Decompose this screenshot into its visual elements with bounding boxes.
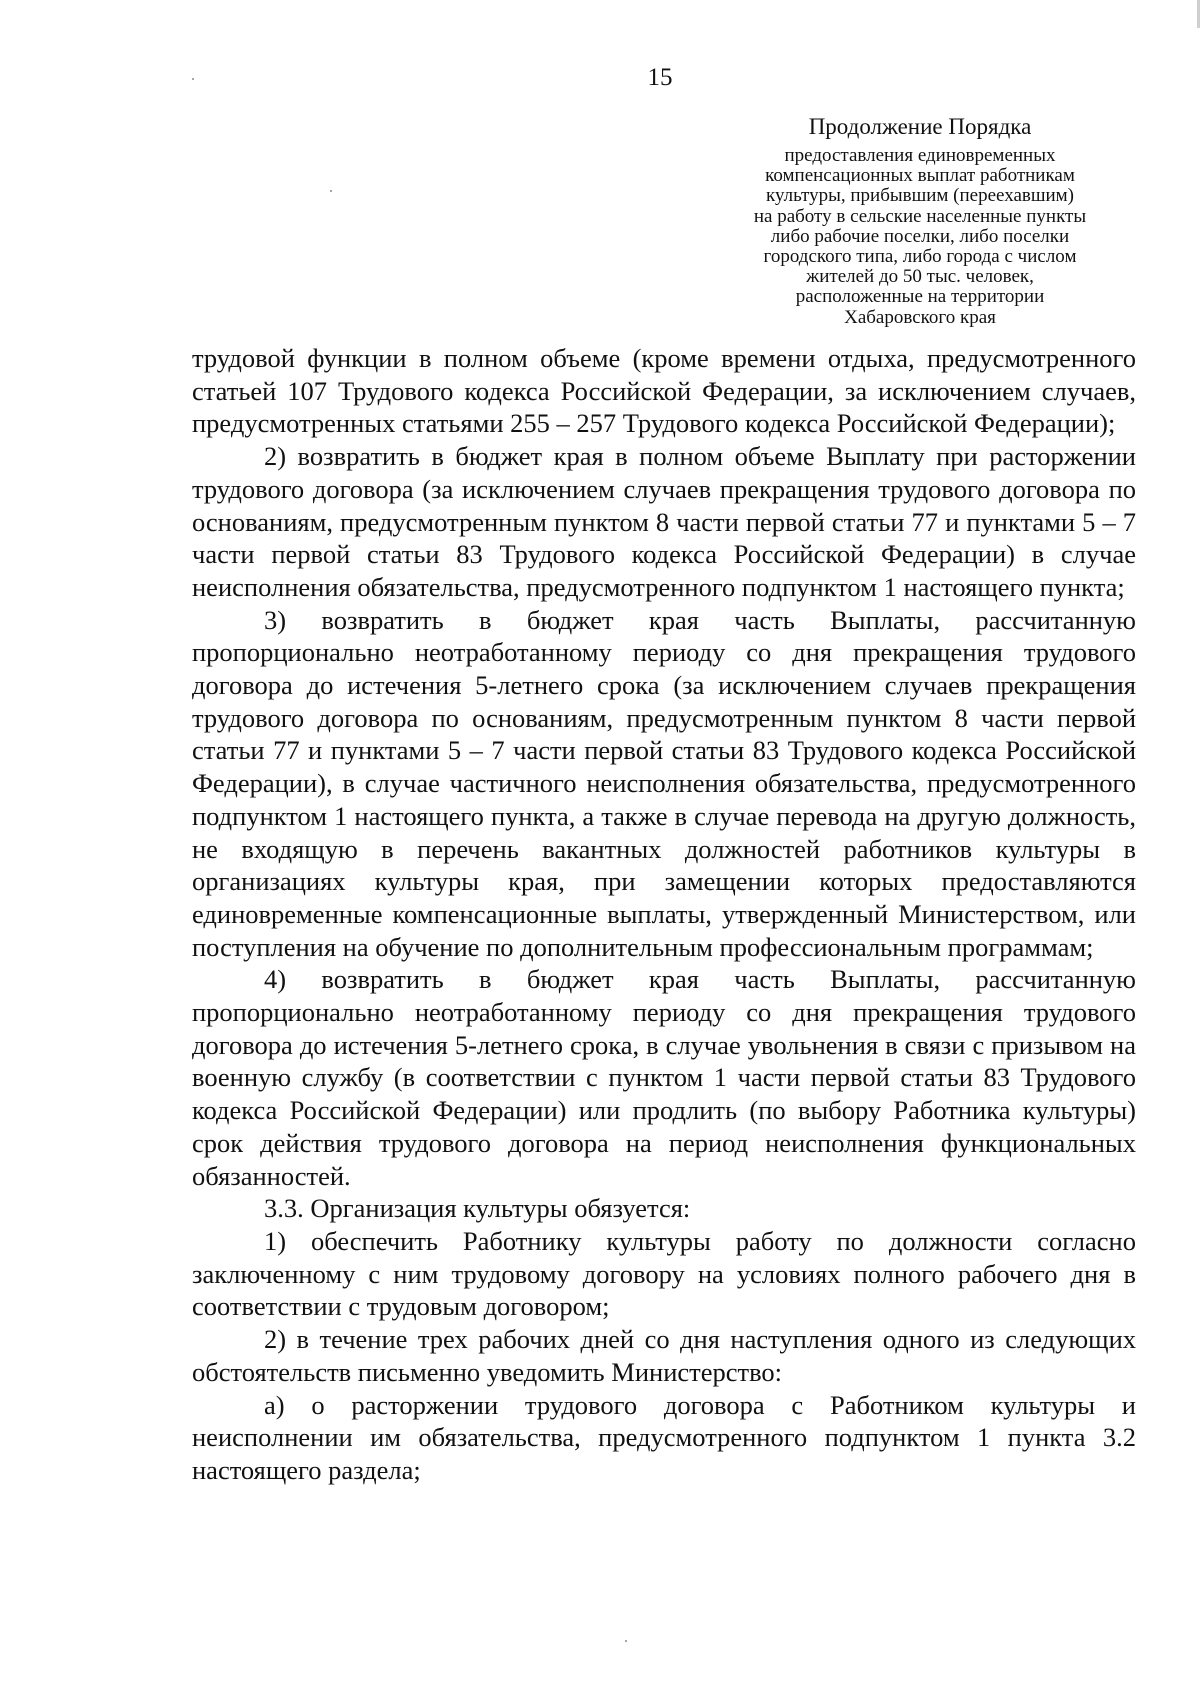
paragraph-item-2: 2) возвратить в бюджет края в полном объеме Выплату при расторжении трудового договора (за исключением случаев прекращения трудового договора по основаниям, предусмотренным пунктом 8 части первой статьи 77 и пунктами 5 – 7 части первой статьи 83 Трудового кодекса Российской Федерации) в случае неисполнения обязательства, предусмотренного подпунктом 1 настоящего пункта; bbox=[192, 441, 1136, 602]
header-line: жителей до 50 тыс. человек, bbox=[806, 266, 1034, 288]
header-line: расположенные на территории bbox=[795, 286, 1045, 308]
header-line: либо рабочие поселки, либо поселки bbox=[770, 225, 1070, 247]
paragraph-subitem-a: а) о расторжении трудового договора с Работником культуры и неисполнении им обязательства, предусмотренного подпунктом 1 пункта 3.2 настоящего раздела; bbox=[192, 1389, 1136, 1485]
paragraph-item-2b: 2) в течение трех рабочих дней со дня наступления одного из следующих обстоятельств письменно уведомить Министерство: bbox=[192, 1324, 1136, 1387]
document-body bbox=[192, 342, 1136, 1487]
header-subtitle-block bbox=[700, 146, 1140, 328]
header-line: Хабаровского края bbox=[844, 306, 996, 328]
header-line: культуры, прибывшим (переехавшим) bbox=[765, 185, 1075, 207]
paragraph-item-4: 4) возвратить в бюджет края часть Выплаты, рассчитанную пропорционально неотработанному периоду со дня прекращения трудового договора до истечения 5-летнего срока, в случае увольнения в связи с призывом на военную службу (в соответствии с пунктом 1 части первой статьи 83 Трудового кодекса Российской Федерации) или продлить (по выбору Работника культуры) срок действия трудового договора на период неисполнения функциональных обязанностей. bbox=[192, 964, 1136, 1191]
header-line: предоставления единовременных bbox=[784, 145, 1056, 166]
scan-speck bbox=[625, 1640, 627, 1642]
header-line: городского типа, либо города с числом bbox=[763, 246, 1077, 268]
header-line: на работу в сельские населенные пункты bbox=[753, 205, 1087, 227]
page-number: 15 bbox=[647, 64, 673, 91]
header-title: Продолжение Порядка bbox=[808, 114, 1032, 139]
section-heading-3-3: 3.3. Организация культуры обязуется: bbox=[264, 1193, 691, 1224]
header-line: компенсационных выплат работникам bbox=[765, 165, 1075, 187]
scan-speck bbox=[330, 190, 332, 192]
paragraph-continuation: трудовой функции в полном объеме (кроме времени отдыха, предусмотренного статьей 107 Трудового кодекса Российской Федерации, за исключением случаев, предусмотренных статьями 255 – 257 Трудового кодекса Российской Федерации); bbox=[192, 343, 1136, 439]
paragraph-item-1: 1) обеспечить Работнику культуры работу по должности согласно заключенному с ним трудовому договору на условиях полного рабочего дня в соответствии с трудовым договором; bbox=[192, 1225, 1136, 1322]
paragraph-item-3: 3) возвратить в бюджет края часть Выплаты, рассчитанную пропорционально неотработанному периоду со дня прекращения трудового договора до истечения 5-летнего срока (за исключением случаев прекращения трудового договора по основаниям, предусмотренным пунктом 8 части первой статьи 77 и пунктами 5 – 7 части первой статьи 83 Трудового кодекса Российской Федерации), в случае частичного неисполнения обязательства, предусмотренного подпунктом 1 настоящего пункта, а также в случае перевода на другую должность, не входящую в перечень вакантных должностей работников культуры в организациях культуры края, при замещении которых предоставляются единовременные компенсационные выплаты, утвержденный Министерством, или поступления на обучение по дополнительным профессиональным программам; bbox=[192, 604, 1136, 962]
